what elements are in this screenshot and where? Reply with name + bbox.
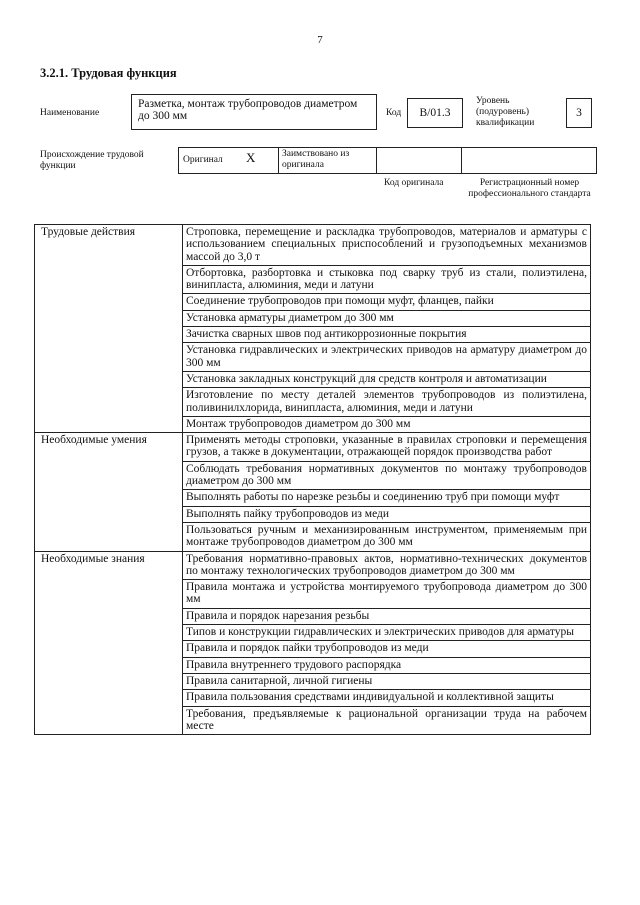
list-item: Соблюдать требования нормативных документов по монтажу трубопроводов диаметром до 300 мм — [183, 461, 591, 490]
page-number: 7 — [317, 34, 323, 46]
level-label: Уровень (подуровень) квалификации — [476, 96, 535, 128]
list-item: Правила и порядок пайки трубопроводов из меди — [183, 641, 591, 657]
section-label-skills: Необходимые умения — [35, 433, 183, 551]
list-item: Правила и порядок нарезания резьбы — [183, 608, 591, 624]
list-item: Пользоваться ручным и механизированным инструментом, применяемым при монтаже трубопроводов диаметром до 300 мм — [183, 522, 591, 551]
list-item: Типов и конструкции гидравлических и электрических приводов для арматуры — [183, 625, 591, 641]
code-original-caption: Код оригинала — [384, 178, 444, 188]
origin-label: Происхождение трудовой функции — [40, 150, 144, 171]
table-row — [35, 433, 591, 462]
name-value: Разметка, монтаж трубопроводов диаметром до 300 мм — [138, 98, 358, 122]
list-item: Требования нормативно-правовых актов, нормативно-технических документов по монтажу технологических трубопроводов диаметром до 300 мм — [183, 551, 591, 580]
borrowed-label: Заимствовано из оригинала — [282, 149, 350, 170]
section-title: 3.2.1. Трудовая функция — [40, 66, 177, 80]
original-mark: X — [246, 150, 256, 165]
origin-divider-2 — [376, 147, 377, 174]
list-item: Монтаж трубопроводов диаметром до 300 мм — [183, 416, 591, 432]
list-item: Установка закладных конструкций для средств контроля и автоматизации — [183, 371, 591, 387]
origin-box — [178, 147, 597, 174]
list-item: Соединение трубопроводов при помощи муфт, фланцев, пайки — [183, 294, 591, 310]
name-label: Наименование — [40, 108, 100, 118]
original-label: Оригинал — [183, 155, 223, 165]
list-item: Правила санитарной, личной гигиены — [183, 673, 591, 689]
table-row — [35, 225, 591, 266]
list-item: Применять методы строповки, указанные в правилах строповки и перемещения грузов, а также в документации, отражающей порядок производства работ — [183, 433, 591, 462]
code-value: B/01.3 — [419, 107, 451, 119]
list-item: Установка гидравлических и электрических приводов на арматуру диаметром до 300 мм — [183, 343, 591, 372]
code-label: Код — [386, 108, 402, 118]
reg-number-caption: Регистрационный номер профессионального стандарта — [468, 178, 591, 199]
code-value-box — [407, 98, 463, 128]
origin-divider-1 — [278, 147, 279, 174]
list-item: Правила внутреннего трудового распорядка — [183, 657, 591, 673]
section-label-knowledge: Необходимые знания — [35, 551, 183, 735]
list-item: Правила монтажа и устройства монтируемого трубопровода диаметром до 300 мм — [183, 580, 591, 609]
section-label-actions: Трудовые действия — [35, 225, 183, 433]
list-item: Зачистка сварных швов под антикоррозионные покрытия — [183, 327, 591, 343]
list-item: Выполнять пайку трубопроводов из меди — [183, 506, 591, 522]
level-value-box — [566, 98, 592, 128]
origin-divider-3 — [461, 147, 462, 174]
table-row — [35, 551, 591, 580]
name-value-box — [131, 94, 377, 130]
list-item: Изготовление по месту деталей элементов трубопроводов из полиэтилена, поливинилхлорида, винипласта, алюминия, меди и латуни — [183, 388, 591, 417]
list-item: Установка арматуры диаметром до 300 мм — [183, 310, 591, 326]
level-value: 3 — [576, 107, 582, 119]
list-item: Строповка, перемещение и раскладка трубопроводов, материалов и арматуры с использованием специальных приспособлений и грузоподъемных механизмов массой до 3,0 т — [183, 225, 591, 266]
list-item: Выполнять работы по нарезке резьбы и соединению труб при помощи муфт — [183, 490, 591, 506]
list-item: Отбортовка, разбортовка и стыковка под сварку труб из стали, полиэтилена, винипласта, алюминия, меди и латуни — [183, 265, 591, 294]
labor-function-table — [34, 224, 591, 735]
list-item: Правила пользования средствами индивидуальной и коллективной защиты — [183, 690, 591, 706]
list-item: Требования, предъявляемые к рациональной организации труда на рабочем месте — [183, 706, 591, 735]
